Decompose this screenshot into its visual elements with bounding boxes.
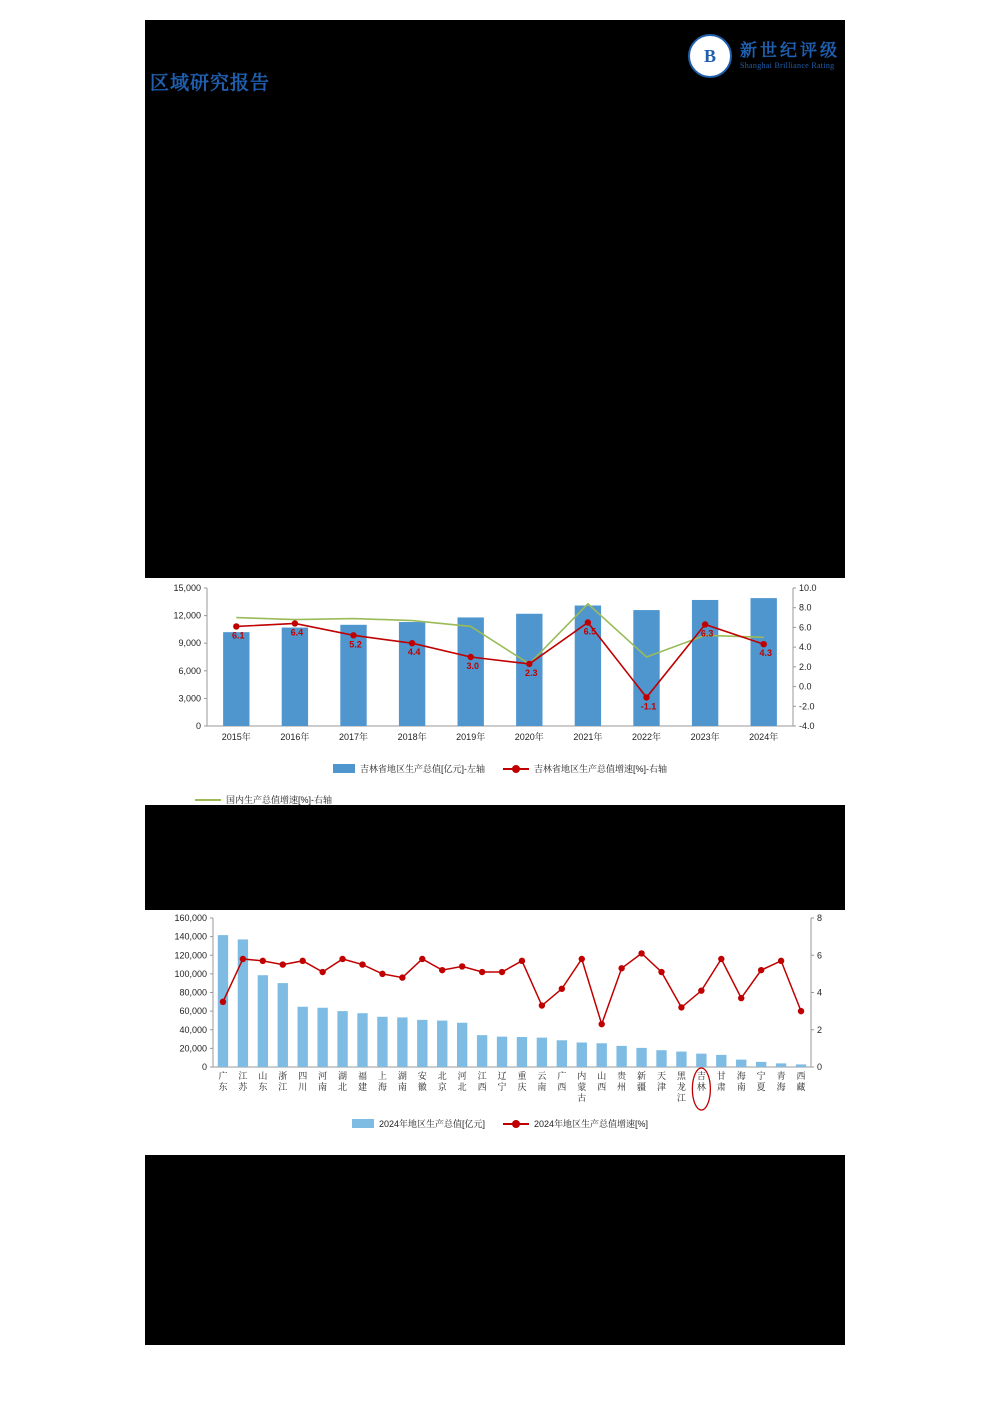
svg-text:海: 海: [776, 1082, 786, 1092]
svg-text:160,000: 160,000: [174, 913, 207, 923]
svg-text:津: 津: [656, 1082, 667, 1092]
svg-text:8: 8: [817, 913, 823, 923]
svg-text:0: 0: [195, 721, 201, 731]
page-title: 区域研究报告: [150, 73, 271, 94]
chart1-legend: [155, 762, 845, 806]
svg-text:6: 6: [817, 950, 823, 961]
svg-text:江: 江: [676, 1093, 686, 1103]
svg-text:江: 江: [238, 1071, 248, 1081]
svg-text:2023年: 2023年: [690, 732, 720, 742]
svg-text:古: 古: [577, 1093, 587, 1103]
svg-text:上: 上: [377, 1071, 387, 1081]
svg-text:2: 2: [817, 1024, 823, 1035]
svg-text:藏: 藏: [796, 1082, 806, 1092]
svg-text:2020年: 2020年: [514, 732, 544, 742]
svg-text:东: 东: [218, 1082, 228, 1092]
svg-text:2016年: 2016年: [280, 732, 310, 742]
svg-text:4.4: 4.4: [407, 647, 421, 658]
logo-english-name: Shanghai Brilliance Rating: [740, 60, 835, 70]
svg-text:西: 西: [597, 1082, 607, 1092]
legend-swatch: [503, 768, 529, 770]
svg-text:内: 内: [577, 1071, 587, 1081]
chart2-canvas: [155, 910, 845, 1115]
svg-text:夏: 夏: [756, 1082, 766, 1092]
svg-text:120,000: 120,000: [174, 950, 207, 961]
svg-text:宁: 宁: [756, 1071, 766, 1081]
legend-item: [352, 1117, 485, 1130]
svg-text:安: 安: [417, 1071, 427, 1081]
legend-label: 2024年地区生产总值增速[%]: [534, 1119, 649, 1129]
chart-province-gdp-2024: [155, 910, 845, 1155]
svg-text:贵: 贵: [617, 1071, 627, 1081]
svg-text:-2.0: -2.0: [799, 701, 815, 712]
svg-text:2.0: 2.0: [799, 661, 812, 672]
svg-text:庆: 庆: [517, 1082, 527, 1092]
svg-text:福: 福: [357, 1071, 368, 1081]
svg-text:0: 0: [817, 1062, 823, 1072]
svg-text:2015年: 2015年: [221, 732, 251, 742]
svg-text:徽: 徽: [417, 1082, 427, 1092]
svg-text:3,000: 3,000: [178, 693, 201, 704]
svg-text:5.2: 5.2: [349, 639, 362, 650]
svg-text:蒙: 蒙: [577, 1082, 587, 1092]
svg-text:60,000: 60,000: [179, 1006, 207, 1017]
svg-text:6.5: 6.5: [583, 626, 597, 637]
legend-item: [155, 793, 845, 806]
legend-label: 吉林省地区生产总值[亿元]-左轴: [359, 764, 485, 774]
svg-text:重: 重: [517, 1071, 527, 1081]
svg-text:2022年: 2022年: [631, 732, 662, 742]
svg-text:辽: 辽: [497, 1071, 507, 1081]
svg-text:-4.0: -4.0: [799, 721, 815, 731]
svg-text:黑: 黑: [676, 1071, 686, 1081]
svg-text:2.3: 2.3: [525, 667, 538, 678]
legend-swatch: [333, 764, 355, 773]
svg-text:东: 东: [258, 1082, 268, 1092]
legend-swatch: [195, 799, 221, 801]
svg-text:宁: 宁: [497, 1082, 507, 1092]
svg-text:6.1: 6.1: [232, 630, 245, 641]
legend-item: [333, 762, 485, 775]
svg-text:山: 山: [258, 1071, 268, 1081]
svg-text:北: 北: [437, 1071, 447, 1081]
svg-text:海: 海: [377, 1082, 387, 1092]
svg-text:州: 州: [617, 1082, 627, 1092]
svg-text:15,000: 15,000: [173, 583, 201, 593]
svg-text:2024年: 2024年: [749, 732, 779, 742]
legend-swatch: [503, 1123, 529, 1125]
svg-text:广: 广: [218, 1071, 228, 1081]
svg-text:西: 西: [477, 1082, 487, 1092]
svg-text:京: 京: [437, 1082, 447, 1092]
svg-text:4.3: 4.3: [759, 648, 772, 659]
svg-text:4: 4: [817, 987, 823, 998]
svg-text:青: 青: [776, 1071, 786, 1081]
svg-text:山: 山: [597, 1071, 607, 1081]
svg-text:江: 江: [278, 1082, 288, 1092]
svg-text:10.0: 10.0: [799, 583, 817, 593]
svg-text:12,000: 12,000: [173, 610, 201, 621]
logo-mark-icon: B: [688, 34, 732, 78]
legend-swatch: [352, 1119, 374, 1128]
svg-text:6.4: 6.4: [290, 627, 304, 638]
svg-text:2019年: 2019年: [456, 732, 486, 742]
svg-text:南: 南: [397, 1082, 407, 1092]
svg-text:6,000: 6,000: [178, 665, 201, 676]
svg-text:8.0: 8.0: [799, 602, 812, 613]
svg-text:2018年: 2018年: [397, 732, 427, 742]
svg-text:疆: 疆: [637, 1082, 647, 1092]
svg-text:南: 南: [736, 1082, 746, 1092]
svg-text:6.0: 6.0: [799, 622, 812, 633]
svg-text:西: 西: [557, 1082, 567, 1092]
svg-text:龙: 龙: [676, 1082, 686, 1092]
redacted-text-block-1: [145, 98, 845, 578]
svg-text:广: 广: [557, 1071, 567, 1081]
svg-text:北: 北: [457, 1082, 467, 1092]
svg-text:-1.1: -1.1: [640, 701, 657, 712]
svg-text:100,000: 100,000: [174, 968, 207, 979]
svg-text:浙: 浙: [278, 1071, 288, 1081]
legend-item: [503, 762, 667, 775]
chart-jilin-gdp-trend: [155, 578, 845, 805]
redacted-text-block-3: [145, 1155, 845, 1345]
svg-text:140,000: 140,000: [174, 931, 207, 942]
svg-text:南: 南: [537, 1082, 547, 1092]
svg-text:4.0: 4.0: [799, 642, 812, 653]
svg-text:云: 云: [537, 1071, 547, 1081]
svg-text:四: 四: [298, 1071, 308, 1081]
svg-text:北: 北: [338, 1082, 348, 1092]
logo-chinese-name: 新世纪评级: [740, 41, 840, 61]
svg-text:江: 江: [477, 1071, 487, 1081]
svg-text:海: 海: [736, 1071, 746, 1081]
svg-text:川: 川: [298, 1082, 308, 1092]
svg-text:河: 河: [457, 1071, 467, 1081]
legend-label: 吉林省地区生产总值增速[%]-右轴: [533, 764, 667, 774]
svg-text:林: 林: [696, 1082, 706, 1092]
svg-text:40,000: 40,000: [179, 1024, 207, 1035]
legend-label: 国内生产总值增速[%]-右轴: [226, 795, 333, 805]
svg-text:新: 新: [637, 1071, 647, 1081]
svg-text:6.3: 6.3: [700, 628, 714, 639]
svg-text:湖: 湖: [397, 1071, 407, 1081]
brand-logo: [688, 34, 840, 78]
svg-text:2017年: 2017年: [338, 732, 369, 742]
svg-text:南: 南: [318, 1082, 328, 1092]
svg-text:建: 建: [357, 1082, 368, 1092]
legend-item: [503, 1117, 648, 1130]
svg-text:9,000: 9,000: [178, 638, 201, 649]
svg-text:苏: 苏: [238, 1082, 248, 1092]
svg-text:吉: 吉: [696, 1071, 706, 1081]
svg-text:20,000: 20,000: [179, 1043, 207, 1054]
svg-text:河: 河: [318, 1071, 328, 1081]
legend-label: 2024年地区生产总值[亿元]: [378, 1119, 485, 1129]
svg-text:0: 0: [201, 1062, 207, 1072]
svg-text:3.0: 3.0: [466, 661, 479, 671]
svg-text:肃: 肃: [716, 1082, 726, 1092]
svg-text:0.0: 0.0: [799, 681, 812, 692]
svg-text:甘: 甘: [716, 1071, 726, 1081]
svg-text:2021年: 2021年: [573, 732, 603, 742]
svg-text:天: 天: [656, 1071, 667, 1081]
svg-text:湖: 湖: [338, 1071, 348, 1081]
chart1-canvas: [155, 578, 845, 758]
svg-text:西: 西: [796, 1071, 806, 1081]
svg-text:80,000: 80,000: [179, 987, 207, 998]
redacted-text-block-2: [145, 805, 845, 910]
chart2-legend: [155, 1117, 845, 1130]
